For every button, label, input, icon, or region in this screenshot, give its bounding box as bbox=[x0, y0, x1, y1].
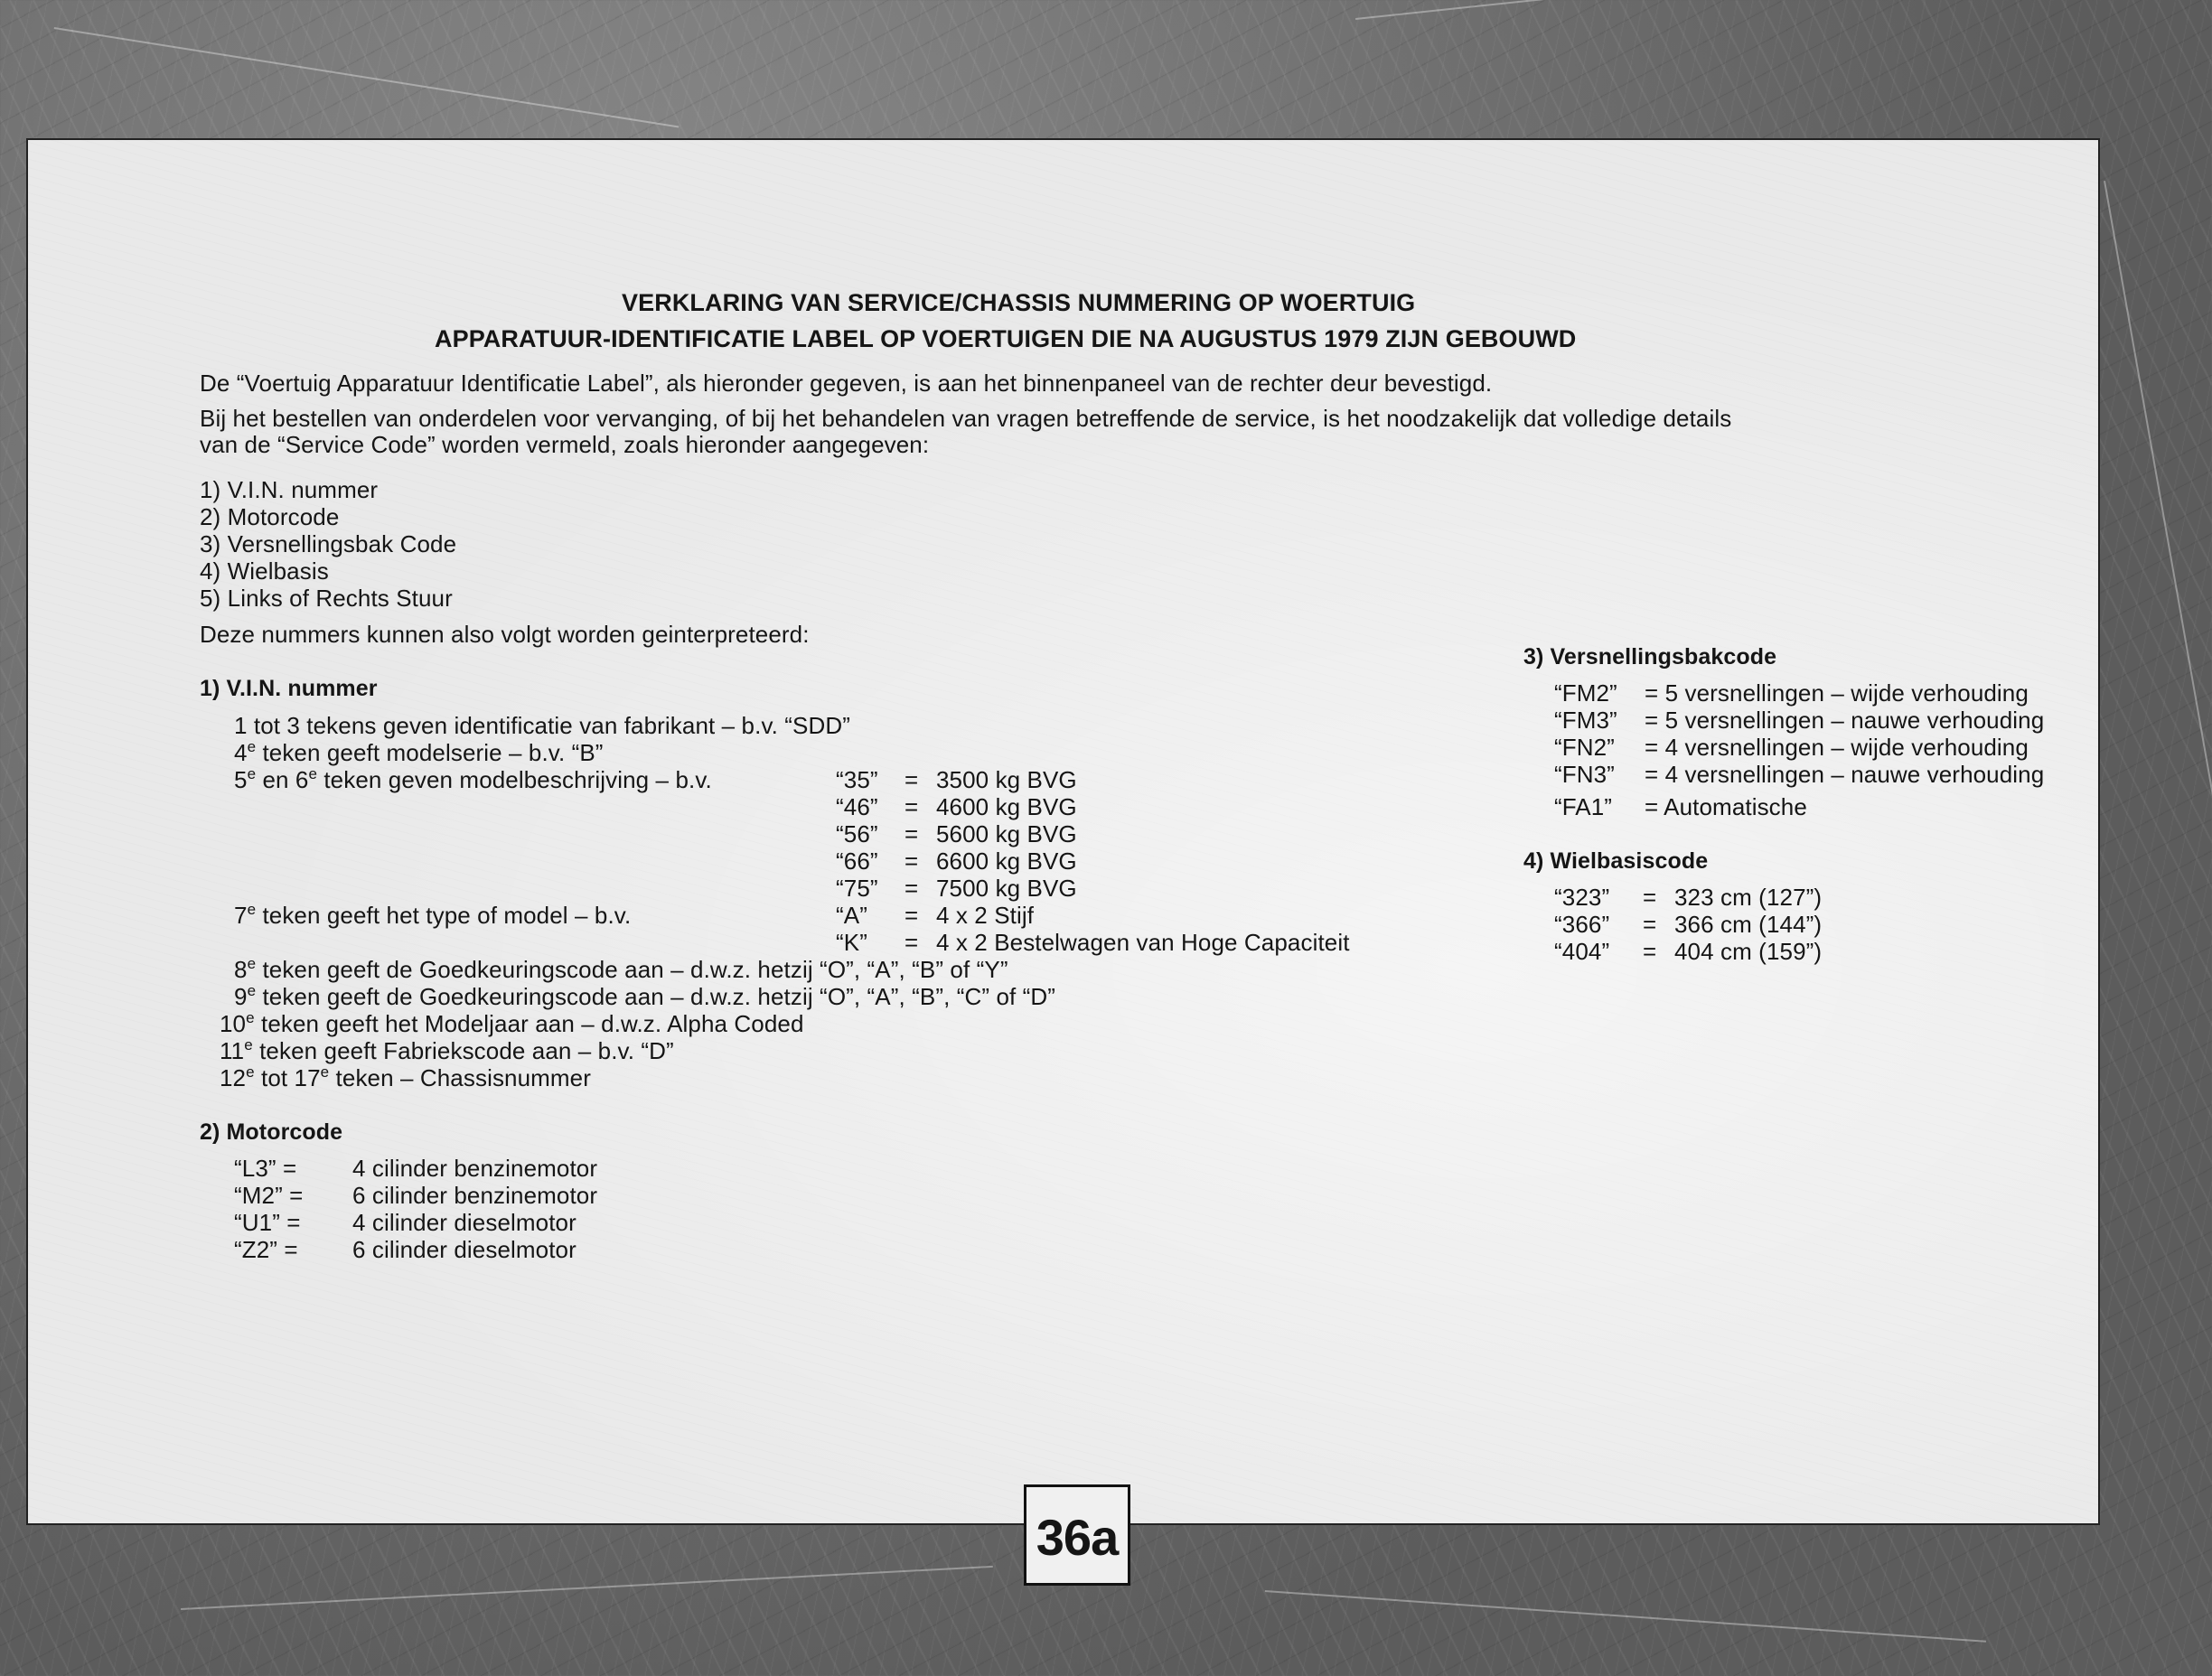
type-eq: = bbox=[904, 929, 919, 956]
background-scratch bbox=[2104, 181, 2212, 982]
list-item: 1) V.I.N. nummer bbox=[200, 476, 379, 503]
gearbox-desc: = 5 versnellingen – wijde verhouding bbox=[1645, 679, 2029, 707]
gearbox-code: “FN3” bbox=[1554, 761, 1615, 788]
model-code: “46” bbox=[836, 793, 878, 820]
model-eq: = bbox=[904, 793, 919, 820]
intro-paragraph-1: De “Voertuig Apparatuur Identificatie Label”, als hieronder gegeven, is aan het binnenpaneel van de rechter deur bevestigd. bbox=[200, 370, 1493, 397]
intro-paragraph-3: van de “Service Code” worden vermeld, zoals hieronder aangegeven: bbox=[200, 431, 930, 458]
motor-code: “U1” = bbox=[234, 1209, 301, 1236]
wheelbase-desc: 366 cm (144”) bbox=[1674, 911, 1823, 938]
wheelbase-desc: 323 cm (127”) bbox=[1674, 884, 1823, 911]
wheelbase-eq: = bbox=[1643, 884, 1657, 911]
gearbox-desc: = Automatische bbox=[1645, 793, 1807, 820]
motor-code: “M2” = bbox=[234, 1182, 304, 1209]
motor-code: “Z2” = bbox=[234, 1236, 298, 1263]
gearbox-code: “FM3” bbox=[1554, 707, 1617, 734]
wheelbase-code: “323” bbox=[1554, 884, 1610, 911]
model-code: “75” bbox=[836, 875, 878, 902]
motor-desc: 6 cilinder benzinemotor bbox=[352, 1182, 598, 1209]
background-scratch bbox=[181, 1566, 993, 1610]
motor-desc: 6 cilinder dieselmotor bbox=[352, 1236, 576, 1263]
model-desc: 6600 kg BVG bbox=[936, 847, 1077, 875]
gearbox-code: “FM2” bbox=[1554, 679, 1617, 707]
gearbox-code: “FA1” bbox=[1554, 793, 1613, 820]
document-sheet bbox=[28, 140, 2098, 1523]
page-number: 36a bbox=[1024, 1484, 1130, 1586]
gearbox-desc: = 5 versnellingen – nauwe verhouding bbox=[1645, 707, 2045, 734]
vin-row: 4e teken geeft modelserie – b.v. “B” bbox=[234, 738, 604, 766]
model-eq: = bbox=[904, 847, 919, 875]
vin-row: 8e teken geeft de Goedkeuringscode aan – d.w.z. hetzij “O”, “A”, “B” of “Y” bbox=[234, 955, 1008, 983]
model-eq: = bbox=[904, 820, 919, 847]
type-eq: = bbox=[904, 902, 919, 929]
background-scratch bbox=[1265, 1590, 1986, 1643]
list-item: 5) Links of Rechts Stuur bbox=[200, 585, 453, 612]
type-code: “K” bbox=[836, 929, 867, 956]
gearbox-desc: = 4 versnellingen – wijde verhouding bbox=[1645, 734, 2029, 761]
gearbox-code: “FN2” bbox=[1554, 734, 1615, 761]
model-eq: = bbox=[904, 875, 919, 902]
wheelbase-section-heading: 4) Wielbasiscode bbox=[1523, 848, 1709, 874]
model-desc: 3500 kg BVG bbox=[936, 766, 1077, 793]
background-scratch bbox=[54, 27, 680, 127]
wheelbase-eq: = bbox=[1643, 911, 1657, 938]
vin-row: 7e teken geeft het type of model – b.v. bbox=[234, 901, 632, 929]
background-scratch bbox=[1355, 0, 1895, 20]
wheelbase-code: “404” bbox=[1554, 938, 1610, 965]
vin-row: 12e tot 17e teken – Chassisnummer bbox=[220, 1063, 591, 1091]
model-code: “35” bbox=[836, 766, 878, 793]
vin-row: 10e teken geeft het Modeljaar aan – d.w.z. Alpha Coded bbox=[220, 1009, 804, 1037]
model-desc: 7500 kg BVG bbox=[936, 875, 1077, 902]
document-title-line1: VERKLARING VAN SERVICE/CHASSIS NUMMERING OP WOERTUIG bbox=[622, 289, 1416, 316]
wheelbase-desc: 404 cm (159”) bbox=[1674, 938, 1823, 965]
type-desc: 4 x 2 Stijf bbox=[936, 902, 1035, 929]
document-title-line2: APPARATUUR-IDENTIFICATIE LABEL OP VOERTUIGEN DIE NA AUGUSTUS 1979 ZIJN GEBOUWD bbox=[435, 325, 1577, 352]
model-eq: = bbox=[904, 766, 919, 793]
list-item: 2) Motorcode bbox=[200, 503, 340, 530]
wheelbase-eq: = bbox=[1643, 938, 1657, 965]
vin-row: 11e teken geeft Fabriekscode aan – b.v. “D” bbox=[220, 1036, 674, 1064]
gearbox-desc: = 4 versnellingen – nauwe verhouding bbox=[1645, 761, 2045, 788]
type-desc: 4 x 2 Bestelwagen van Hoge Capaciteit bbox=[936, 929, 1350, 956]
interpretation-note: Deze nummers kunnen also volgt worden geinterpreteerd: bbox=[200, 621, 810, 648]
type-code: “A” bbox=[836, 902, 867, 929]
vin-section-heading: 1) V.I.N. nummer bbox=[200, 676, 378, 701]
motor-desc: 4 cilinder benzinemotor bbox=[352, 1155, 598, 1182]
vin-row: 1 tot 3 tekens geven identificatie van fabrikant – b.v. “SDD” bbox=[234, 712, 850, 739]
vin-row: 5e en 6e teken geven modelbeschrijving – b.v. bbox=[234, 765, 712, 793]
model-desc: 5600 kg BVG bbox=[936, 820, 1077, 847]
motor-code: “L3” = bbox=[234, 1155, 297, 1182]
list-item: 4) Wielbasis bbox=[200, 557, 329, 585]
model-code: “66” bbox=[836, 847, 878, 875]
wheelbase-code: “366” bbox=[1554, 911, 1610, 938]
model-desc: 4600 kg BVG bbox=[936, 793, 1077, 820]
motor-section-heading: 2) Motorcode bbox=[200, 1119, 343, 1145]
gearbox-section-heading: 3) Versnellingsbakcode bbox=[1523, 644, 1777, 669]
list-item: 3) Versnellingsbak Code bbox=[200, 530, 457, 557]
intro-paragraph-2: Bij het bestellen van onderdelen voor vervanging, of bij het behandelen van vragen betreffende de service, is het noodzakelijk dat volledige details bbox=[200, 405, 1732, 432]
motor-desc: 4 cilinder dieselmotor bbox=[352, 1209, 576, 1236]
vin-row: 9e teken geeft de Goedkeuringscode aan – d.w.z. hetzij “O”, “A”, “B”, “C” of “D” bbox=[234, 982, 1056, 1010]
model-code: “56” bbox=[836, 820, 878, 847]
